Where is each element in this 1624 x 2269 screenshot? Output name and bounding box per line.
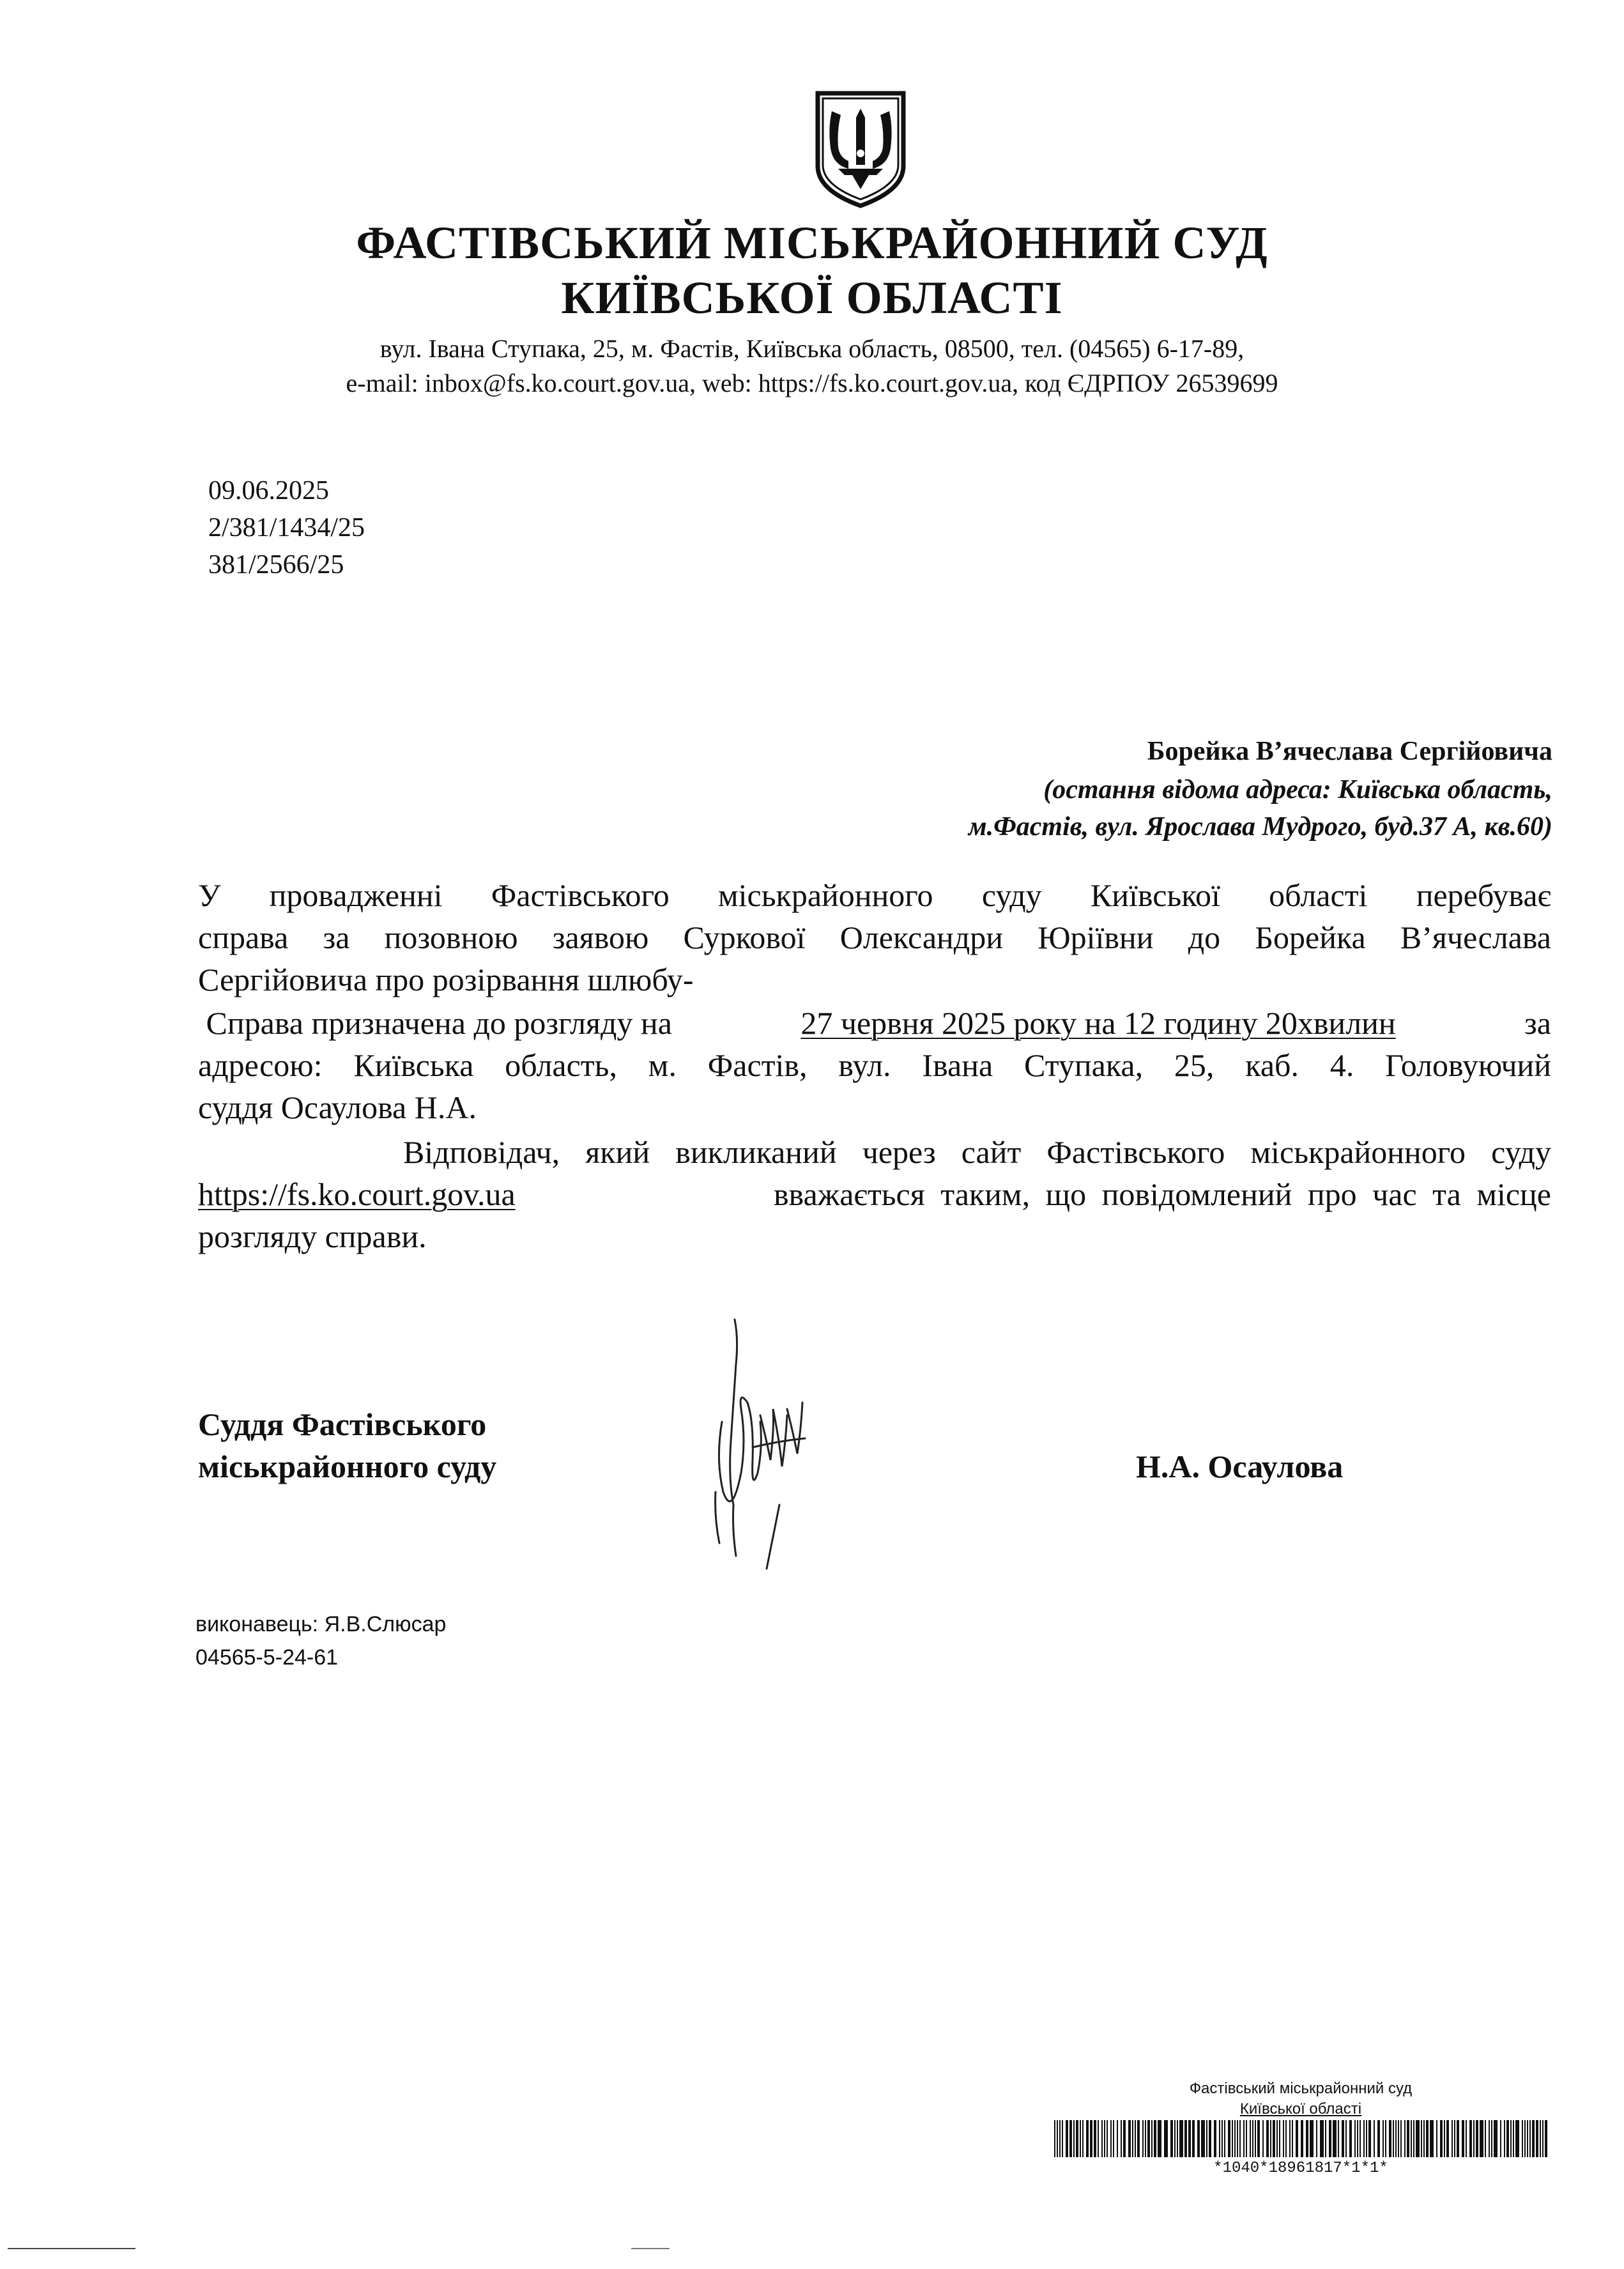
barcode-bar: [1494, 2120, 1498, 2157]
barcode-bar: [1500, 2120, 1501, 2157]
barcode-bar: [1342, 2120, 1344, 2157]
barcode-bar: [1426, 2120, 1429, 2157]
court-contacts: e-mail: inbox@fs.ko.court.gov.ua, web: https://fs.ko.court.gov.ua, код ЄДРПОУ 26539699: [346, 369, 1278, 397]
barcode-bar: [1059, 2120, 1061, 2157]
barcode-bar: [1158, 2120, 1161, 2157]
barcode-bar: [1224, 2120, 1225, 2157]
paragraph-line: справа за позовною заявою Суркової Олександри Юріївни до Борейка В’ячеслава: [198, 919, 1551, 955]
hearing-prefix: Справа призначена до розгляду на: [198, 1005, 680, 1041]
barcode-bar: [1057, 2120, 1058, 2157]
barcode-bar: [1142, 2120, 1144, 2157]
barcode-bar: [1121, 2120, 1122, 2157]
barcode-bar: [1320, 2120, 1324, 2157]
paragraph-notice: [198, 1131, 1551, 1258]
barcode-bar: [1529, 2120, 1531, 2157]
barcode-bar: [1430, 2120, 1434, 2157]
barcode-bar: [1513, 2120, 1514, 2157]
barcode-bar: [1407, 2120, 1409, 2157]
barcode-bar: [1480, 2120, 1483, 2157]
barcode-bar: [1177, 2120, 1178, 2157]
barcode-bar: [1310, 2120, 1314, 2157]
notice-text: вважається таким, що повідомлений про час та місце: [758, 1176, 1551, 1212]
judge-name: Н.А. Осаулова: [1136, 1449, 1344, 1484]
barcode-bar: [1404, 2120, 1406, 2157]
barcode-court-line-1: Фастівський міськрайонний суд: [1189, 2080, 1413, 2097]
barcode-bar: [1107, 2120, 1108, 2157]
barcode-image: [1054, 2120, 1547, 2157]
barcode-bar: [1413, 2120, 1414, 2157]
barcode-bar: [1164, 2120, 1168, 2157]
barcode-bar: [1489, 2120, 1490, 2157]
barcode-bar: [1201, 2120, 1205, 2157]
barcode-bar: [1104, 2120, 1105, 2157]
barcode-bar: [1366, 2120, 1367, 2157]
barcode-bar: [1232, 2120, 1233, 2157]
paragraph-hearing: [198, 1002, 1551, 1128]
barcode-bar: [1154, 2120, 1156, 2157]
barcode-bar: [1252, 2120, 1253, 2157]
paragraph-line: Сергійовича про розірвання шлюбу-: [198, 962, 694, 997]
barcode-bar: [1170, 2120, 1173, 2157]
barcode-bar: [1368, 2120, 1371, 2157]
barcode-bar: [1385, 2120, 1386, 2157]
barcode-bar: [1421, 2120, 1422, 2157]
barcode-bar: [1325, 2120, 1326, 2157]
barcode-bar: [1179, 2120, 1183, 2157]
barcode-bar: [1469, 2120, 1472, 2157]
document-number-2: 381/2566/25: [208, 550, 344, 580]
paragraph-line: розгляду справи.: [198, 1219, 427, 1254]
barcode-bar: [1234, 2120, 1236, 2157]
barcode-bar: [1101, 2120, 1103, 2157]
barcode-bar: [1174, 2120, 1176, 2157]
barcode-bar: [1357, 2120, 1358, 2157]
barcode-bar: [1345, 2120, 1347, 2157]
paragraph-line: Відповідач, який викликаний через сайт Фастівського міськрайонного суду: [198, 1134, 1551, 1170]
barcode-bar: [1262, 2120, 1264, 2157]
barcode-bar: [1363, 2120, 1365, 2157]
executor-name: виконавець: Я.В.Слюсар: [195, 1612, 447, 1636]
barcode-bar: [1145, 2120, 1146, 2157]
barcode-bar: [1301, 2120, 1303, 2157]
barcode-bar: [1222, 2120, 1223, 2157]
barcode-bar: [1542, 2120, 1544, 2157]
document-number-1: 2/381/1434/25: [208, 513, 365, 542]
paragraph-line: адресою: Київська область, м. Фастів, вул. Івана Ступака, 25, каб. 4. Головуючий: [198, 1047, 1551, 1083]
barcode-bar: [1485, 2120, 1486, 2157]
barcode-bar: [1123, 2120, 1126, 2157]
barcode-bar: [1192, 2120, 1195, 2157]
addressee-address-line-1: (остання відома адреса: Київська область,: [1043, 775, 1552, 804]
barcode-bar: [1540, 2120, 1541, 2157]
barcode-bar: [1243, 2120, 1245, 2157]
barcode-bar: [1504, 2120, 1505, 2157]
signatory-title-line-2: міськрайонного суду: [198, 1449, 497, 1484]
barcode-bar: [1090, 2120, 1092, 2157]
barcode-bar: [1076, 2120, 1078, 2157]
barcode-court-line-2: Київської області: [1239, 2100, 1362, 2118]
signatory-title-line-1: Суддя Фастівського: [198, 1406, 487, 1442]
barcode-bar: [1082, 2120, 1084, 2157]
barcode-bar: [1457, 2120, 1459, 2157]
barcode-bar: [1522, 2120, 1523, 2157]
barcode-bar: [1349, 2120, 1352, 2157]
barcode-bar: [1545, 2120, 1547, 2157]
barcode-bar: [1338, 2120, 1339, 2157]
barcode-bar: [1117, 2120, 1118, 2157]
barcode-bar: [1246, 2120, 1247, 2157]
barcode-bar: [1289, 2120, 1291, 2157]
barcode-bar: [1228, 2120, 1230, 2157]
barcode-bar: [1197, 2120, 1200, 2157]
barcode-bar: [1393, 2120, 1394, 2157]
barcode-bar: [1054, 2120, 1055, 2157]
barcode-bar: [1527, 2120, 1528, 2157]
barcode-bar: [1110, 2120, 1112, 2157]
barcode-bar: [1283, 2120, 1284, 2157]
barcode-bar: [1524, 2120, 1526, 2157]
handwritten-signature: [677, 1313, 824, 1588]
barcode-bar: [1273, 2120, 1275, 2157]
barcode-bar: [1436, 2120, 1437, 2157]
barcode-bar: [1066, 2120, 1068, 2157]
barcode-code: *1040*18961817*1*1*: [1213, 2160, 1388, 2177]
barcode-bar: [1506, 2120, 1509, 2157]
barcode-bar: [1333, 2120, 1337, 2157]
barcode-bar: [1389, 2120, 1391, 2157]
paragraph-line: суддя Осаулова Н.А.: [198, 1089, 477, 1125]
barcode-bar: [1354, 2120, 1356, 2157]
barcode-bar: [1206, 2120, 1207, 2157]
hearing-datetime: 27 червня 2025 року на 12 годину 20хвилин: [801, 1005, 1396, 1041]
barcode-bar: [1360, 2120, 1361, 2157]
barcode-bar: [1383, 2120, 1384, 2157]
barcode-bar: [1086, 2120, 1089, 2157]
barcode-bar: [1239, 2120, 1241, 2157]
barcode-bar: [1279, 2120, 1280, 2157]
barcode-bar: [1188, 2120, 1191, 2157]
court-title-line-2: КИЇВСЬКОЇ ОБЛАСТІ: [561, 272, 1063, 323]
barcode-bar: [1147, 2120, 1150, 2157]
barcode-bar: [1219, 2120, 1220, 2157]
barcode-bar: [1444, 2120, 1445, 2157]
bottom-divider-center: [631, 2248, 670, 2249]
barcode-bar: [1080, 2120, 1081, 2157]
barcode-bar: [1377, 2120, 1380, 2157]
barcode-bar: [1306, 2120, 1308, 2157]
barcode-bar: [1098, 2120, 1099, 2157]
barcode-bar: [1062, 2120, 1063, 2157]
bottom-divider-left: [8, 2248, 135, 2249]
barcode-bar: [1257, 2120, 1260, 2157]
barcode-bar: [1237, 2120, 1238, 2157]
barcode-bar: [1270, 2120, 1271, 2157]
barcode-bar: [1151, 2120, 1153, 2157]
barcode-bar: [1491, 2120, 1492, 2157]
paragraph-line: [198, 1002, 1551, 1044]
barcode-bar: [1209, 2120, 1211, 2157]
barcode-bar: [1329, 2120, 1331, 2157]
barcode-bar: [1073, 2120, 1075, 2157]
trident-coat-of-arms-icon: [813, 89, 908, 208]
barcode-bar: [1316, 2120, 1317, 2157]
court-title-line-1: ФАСТІВСЬКИЙ МІСЬКРАЙОННИЙ СУД: [356, 217, 1268, 268]
barcode-bar: [1398, 2120, 1399, 2157]
barcode-bar: [1411, 2120, 1412, 2157]
barcode-bar: [1454, 2120, 1455, 2157]
barcode-bar: [1400, 2120, 1402, 2157]
barcode-bar: [1466, 2120, 1467, 2157]
addressee-name: Борейка В’ячеслава Сергійовича: [1147, 737, 1552, 766]
barcode-bar: [1137, 2120, 1140, 2157]
barcode-bar: [1423, 2120, 1425, 2157]
document-date: 09.06.2025: [208, 476, 329, 505]
barcode-bar: [1128, 2120, 1131, 2157]
hearing-suffix: за: [1516, 1005, 1551, 1041]
barcode-bar: [1255, 2120, 1256, 2157]
barcode-bar: [1285, 2120, 1287, 2157]
paragraph-case-description: [198, 874, 1551, 1001]
paragraph-line: [198, 1173, 1551, 1215]
addressee-address-line-2: м.Фастів, вул. Ярослава Мудрого, буд.37 А, кв.60): [968, 812, 1552, 842]
barcode-bar: [1132, 2120, 1133, 2157]
paragraph-line: У провадженні Фастівського міськрайонного суду Київської області перебуває: [198, 877, 1551, 913]
barcode-bar: [1515, 2120, 1519, 2157]
barcode-bar: [1113, 2120, 1114, 2157]
barcode-bar: [1374, 2120, 1375, 2157]
barcode-bar: [1094, 2120, 1096, 2157]
barcode-bar: [1135, 2120, 1136, 2157]
barcode-bar: [1069, 2120, 1072, 2157]
barcode-bar: [1250, 2120, 1251, 2157]
court-website-link[interactable]: https://fs.ko.court.gov.ua: [198, 1176, 516, 1212]
court-address: вул. Івана Ступака, 25, м. Фастів, Київська область, 08500, тел. (04565) 6-17-89,: [379, 334, 1245, 363]
barcode-bar: [1184, 2120, 1187, 2157]
barcode-bar: [1473, 2120, 1475, 2157]
barcode-bar: [1214, 2120, 1216, 2157]
barcode-bar: [1440, 2120, 1443, 2157]
barcode-bar: [1536, 2120, 1538, 2157]
barcode-bar: [1395, 2120, 1397, 2157]
barcode-bar: [1296, 2120, 1298, 2157]
barcode-bar: [1510, 2120, 1512, 2157]
barcode-bar: [1276, 2120, 1278, 2157]
barcode-bar: [1266, 2120, 1269, 2157]
executor-phone: 04565-5-24-61: [195, 1645, 339, 1670]
barcode-bar: [1452, 2120, 1453, 2157]
barcode-bar: [1462, 2120, 1464, 2157]
barcode-bar: [1292, 2120, 1293, 2157]
barcode-bar: [1476, 2120, 1478, 2157]
barcode-bar: [1532, 2120, 1535, 2157]
barcode-bar: [1446, 2120, 1449, 2157]
barcode-bar: [1416, 2120, 1420, 2157]
